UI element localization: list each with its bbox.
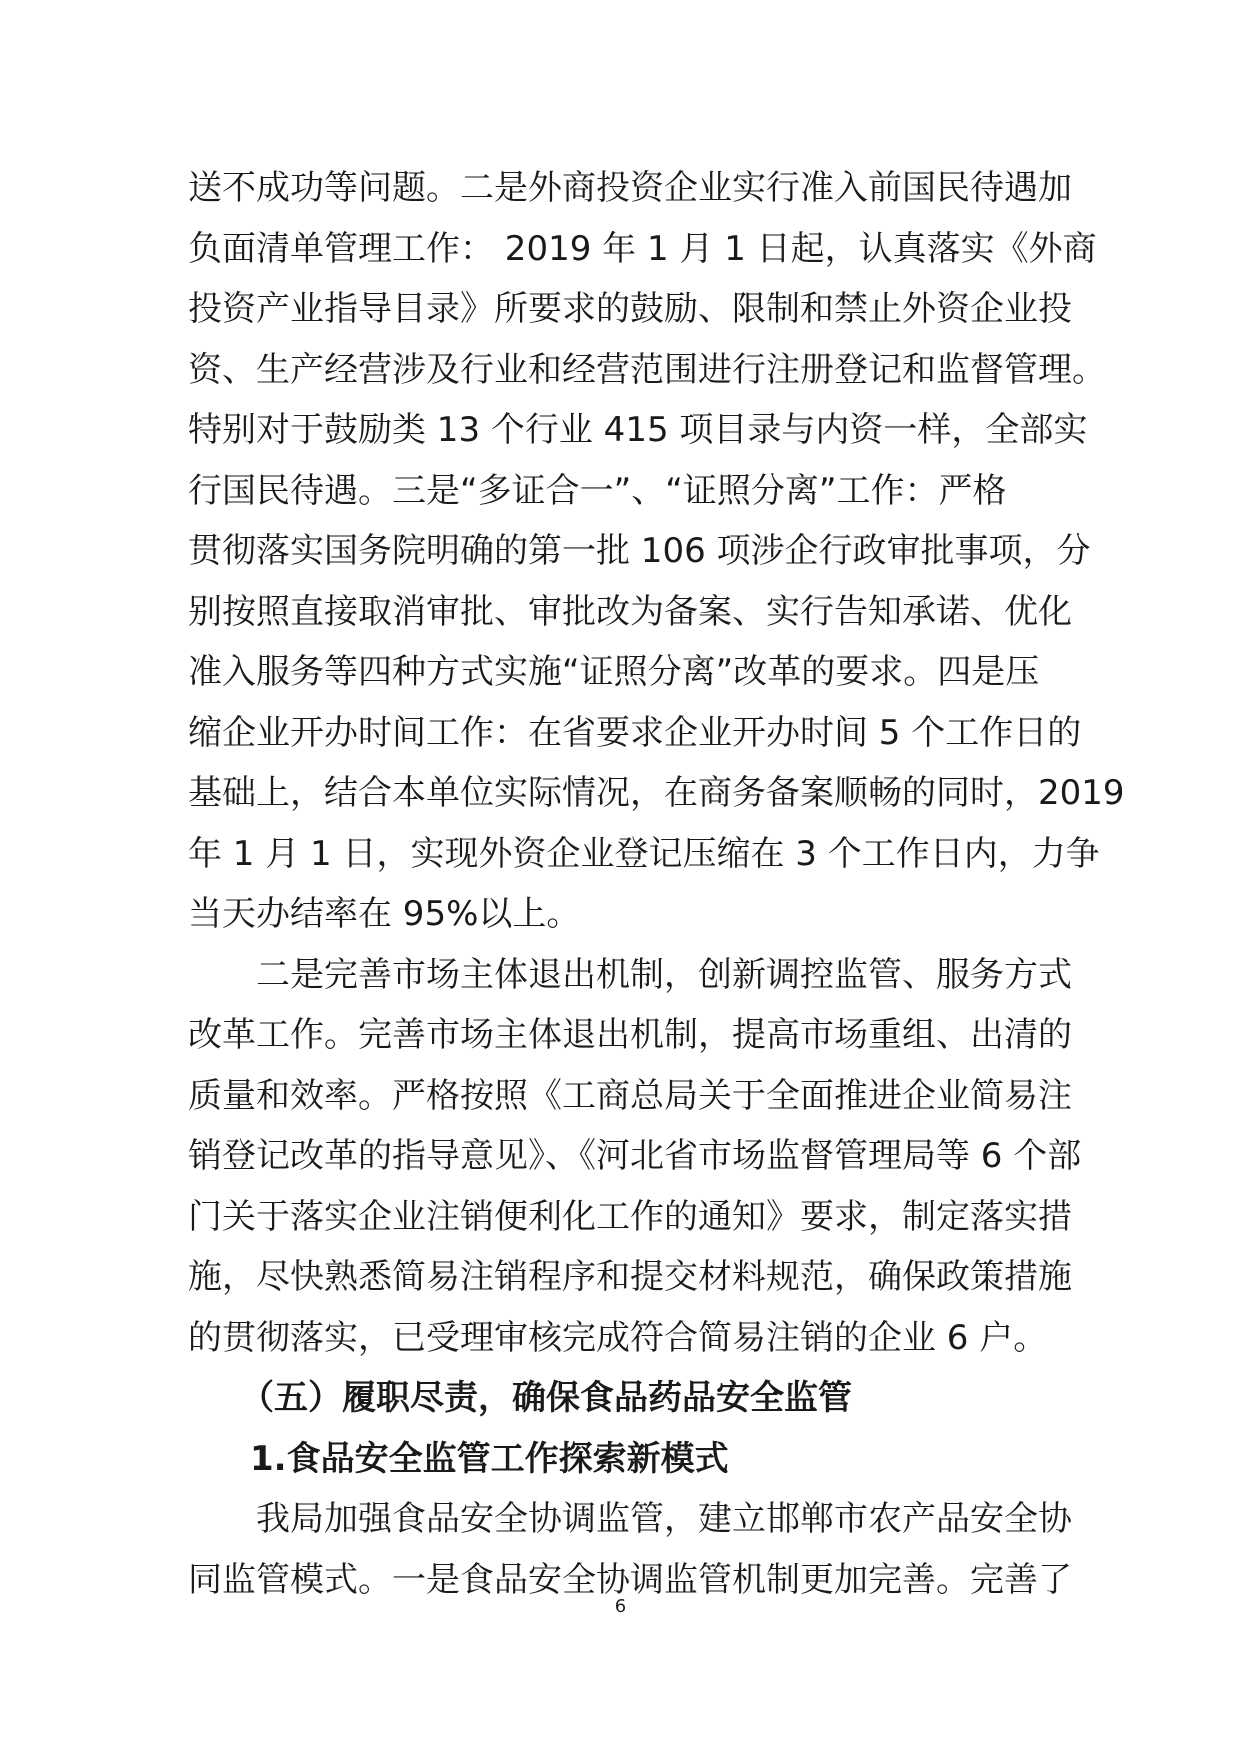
body-line: 资、生产经营涉及行业和经营范围进行注册登记和监督管理。 [188, 349, 1106, 390]
body-line: 门关于落实企业注销便利化工作的通知》要求，制定落实措 [188, 1196, 1072, 1237]
body-line: 送不成功等问题。二是外商投资企业实行准入前国民待遇加 [188, 168, 1072, 208]
body-line: 行国民待遇。三是“多证合一”、“证照分离”工作：严格 [188, 470, 1007, 511]
body-line: 贯彻落实国务院明确的第一批 106 项涉企行政审批事项，分 [188, 531, 1091, 571]
body-line: 别按照直接取消审批、审批改为备案、实行告知承诺、优化 [188, 591, 1072, 632]
body-line: 年 1 月 1 日，实现外资企业登记压缩在 3 个工作日内，力争 [188, 833, 1100, 874]
body-line: 同监管模式。一是食品安全协调监管机制更加完善。完善了 [188, 1559, 1072, 1600]
body-line: 缩企业开办时间工作：在省要求企业开办时间 5 个工作日的 [188, 712, 1082, 753]
document-body [188, 158, 1125, 1610]
body-line: 基础上，结合本单位实际情况，在商务备案顺畅的同时，2019 [188, 773, 1125, 813]
paragraph-start-line: 我局加强食品安全协调监管，建立邯郸市农产品安全协 [256, 1499, 1072, 1539]
body-line: 的贯彻落实，已受理审核完成符合简易注销的企业 6 户。 [188, 1317, 1048, 1358]
body-line: 销登记改革的指导意见》、《河北省市场监督管理局等 6 个部 [188, 1136, 1082, 1176]
paragraph-start-line: 二是完善市场主体退出机制，创新调控监管、服务方式 [256, 954, 1072, 995]
body-line: 施，尽快熟悉简易注销程序和提交材料规范，确保政策措施 [188, 1257, 1072, 1297]
body-line: 投资产业指导目录》所要求的鼓励、限制和禁止外资企业投 [188, 289, 1072, 329]
body-line: 质量和效率。严格按照《工商总局关于全面推进企业简易注 [188, 1075, 1072, 1116]
body-line: 准入服务等四种方式实施“证照分离”改革的要求。四是压 [188, 652, 1040, 692]
body-line: 特别对于鼓励类 13 个行业 415 项目录与内资一样，全部实 [188, 410, 1088, 450]
subsection-heading: 1.食品安全监管工作探索新模式 [250, 1438, 729, 1479]
body-line: 当天办结率在 95%以上。 [188, 894, 581, 934]
body-line: 改革工作。完善市场主体退出机制，提高市场重组、出清的 [188, 1015, 1072, 1055]
page-number: 6 [614, 1596, 627, 1617]
body-line: 负面清单管理工作： 2019 年 1 月 1 日起，认真落实《外商 [188, 228, 1097, 269]
section-heading: （五）履职尽责，确保食品药品安全监管 [240, 1378, 852, 1418]
